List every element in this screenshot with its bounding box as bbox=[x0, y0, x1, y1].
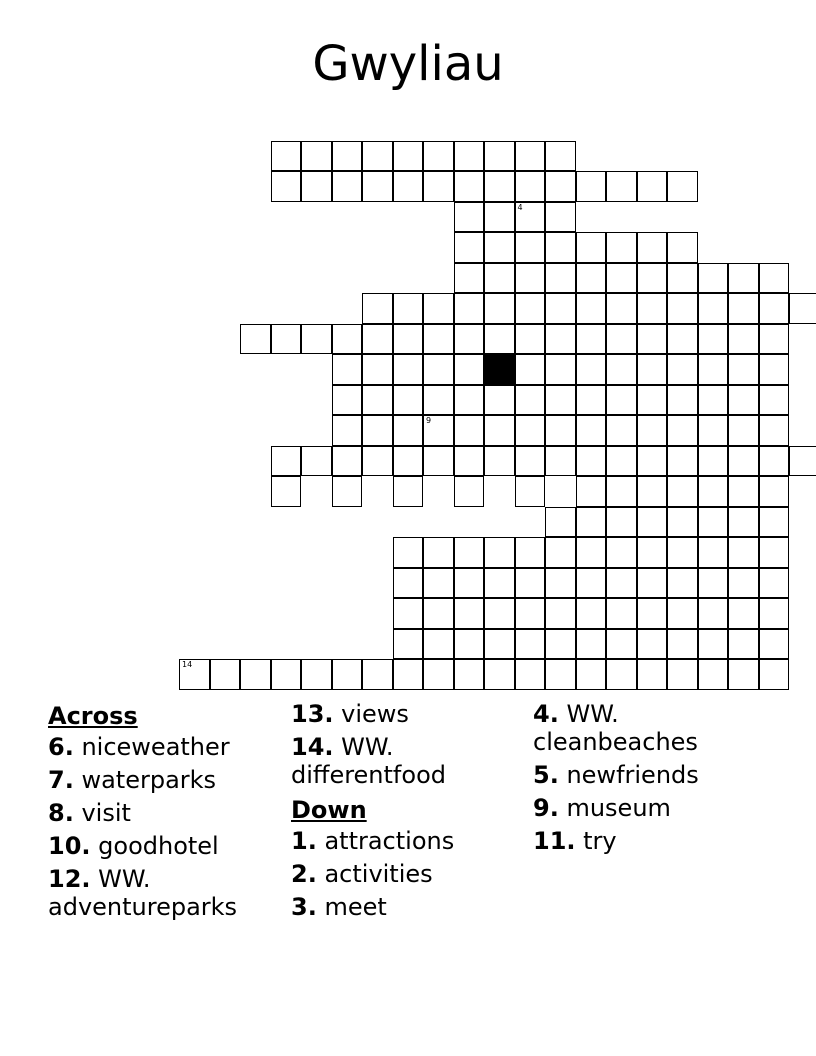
clue-item-text: goodhotel bbox=[90, 832, 219, 860]
grid-cell[interactable] bbox=[545, 629, 576, 660]
grid-cell[interactable] bbox=[698, 659, 729, 690]
clue-item-text: meet bbox=[316, 893, 387, 921]
grid-cell[interactable] bbox=[515, 385, 546, 416]
clue-item-number: 1. bbox=[291, 827, 317, 855]
clue-item-text: views bbox=[333, 700, 409, 728]
grid-cell[interactable] bbox=[667, 415, 698, 446]
grid-cell[interactable] bbox=[454, 171, 485, 202]
grid-cell[interactable] bbox=[393, 415, 424, 446]
grid-cell[interactable] bbox=[545, 232, 576, 263]
grid-cell[interactable] bbox=[484, 659, 515, 690]
grid-cell[interactable] bbox=[637, 232, 668, 263]
across-clue-list-continued bbox=[291, 700, 531, 789]
grid-cell[interactable] bbox=[698, 507, 729, 538]
clue-item bbox=[533, 794, 773, 822]
grid-cell[interactable] bbox=[759, 476, 790, 507]
grid-cell[interactable] bbox=[423, 446, 454, 477]
grid-cell[interactable] bbox=[789, 446, 816, 477]
grid-cell[interactable] bbox=[667, 568, 698, 599]
clue-number: 4 bbox=[517, 202, 523, 212]
clue-item-number: 11. bbox=[533, 827, 576, 855]
grid-cell[interactable] bbox=[515, 171, 546, 202]
grid-cell[interactable] bbox=[576, 354, 607, 385]
clue-item bbox=[48, 865, 288, 921]
grid-cell[interactable] bbox=[667, 507, 698, 538]
clue-item-number: 8. bbox=[48, 799, 74, 827]
grid-cell[interactable] bbox=[484, 385, 515, 416]
grid-cell[interactable] bbox=[362, 171, 393, 202]
grid-cell[interactable] bbox=[759, 659, 790, 690]
grid-cell[interactable] bbox=[637, 385, 668, 416]
grid-cell[interactable] bbox=[606, 263, 637, 294]
grid-cell[interactable] bbox=[576, 263, 607, 294]
grid-cell[interactable] bbox=[789, 293, 816, 324]
grid-cell[interactable] bbox=[454, 202, 485, 233]
clue-item bbox=[291, 860, 531, 888]
grid-cell[interactable] bbox=[606, 415, 637, 446]
clue-item-text: visit bbox=[73, 799, 131, 827]
grid-cell[interactable] bbox=[545, 354, 576, 385]
grid-cell[interactable] bbox=[454, 324, 485, 355]
grid-cell[interactable] bbox=[393, 385, 424, 416]
grid-cell[interactable] bbox=[576, 507, 607, 538]
grid-cell[interactable] bbox=[728, 659, 759, 690]
clue-item bbox=[291, 827, 531, 855]
grid-cell[interactable] bbox=[454, 629, 485, 660]
grid-cell[interactable] bbox=[637, 446, 668, 477]
down-clue-list-continued bbox=[533, 700, 773, 855]
grid-cell[interactable] bbox=[698, 446, 729, 477]
grid-cell[interactable] bbox=[667, 354, 698, 385]
clue-item-number: 3. bbox=[291, 893, 317, 921]
grid-cell[interactable] bbox=[301, 171, 332, 202]
down-heading: Down bbox=[291, 796, 367, 824]
clue-item-number: 7. bbox=[48, 766, 74, 794]
grid-cell[interactable] bbox=[606, 568, 637, 599]
clue-item-number: 6. bbox=[48, 733, 74, 761]
clue-item bbox=[48, 832, 288, 860]
grid-cell[interactable] bbox=[301, 446, 332, 477]
grid-cell[interactable] bbox=[393, 354, 424, 385]
grid-cell[interactable] bbox=[576, 324, 607, 355]
grid-cell[interactable] bbox=[545, 507, 576, 538]
grid-cell[interactable] bbox=[515, 232, 546, 263]
grid-cell[interactable] bbox=[210, 659, 241, 690]
grid-cell[interactable] bbox=[454, 659, 485, 690]
grid-cell[interactable] bbox=[606, 232, 637, 263]
grid-cell[interactable] bbox=[393, 629, 424, 660]
grid-cell[interactable] bbox=[271, 446, 302, 477]
grid-cell[interactable] bbox=[393, 659, 424, 690]
grid-cell[interactable] bbox=[759, 293, 790, 324]
grid-cell[interactable] bbox=[454, 476, 485, 507]
grid-cell[interactable] bbox=[515, 263, 546, 294]
clue-column-2 bbox=[291, 700, 531, 926]
grid-cell[interactable] bbox=[576, 171, 607, 202]
grid-cell[interactable] bbox=[576, 476, 607, 507]
grid-cell[interactable] bbox=[759, 324, 790, 355]
grid-cell[interactable] bbox=[362, 659, 393, 690]
grid-cell[interactable] bbox=[515, 415, 546, 446]
grid-cell[interactable] bbox=[271, 324, 302, 355]
grid-cell[interactable] bbox=[454, 293, 485, 324]
grid-cell[interactable] bbox=[545, 141, 576, 172]
clue-item-number: 5. bbox=[533, 761, 559, 789]
grid-cell[interactable] bbox=[637, 354, 668, 385]
grid-cell[interactable] bbox=[454, 141, 485, 172]
grid-cell[interactable] bbox=[484, 202, 515, 233]
grid-cell[interactable] bbox=[240, 324, 271, 355]
grid-cell[interactable] bbox=[606, 476, 637, 507]
grid-cell[interactable] bbox=[728, 354, 759, 385]
grid-cell[interactable] bbox=[515, 354, 546, 385]
grid-cell[interactable] bbox=[362, 415, 393, 446]
grid-cell[interactable] bbox=[576, 293, 607, 324]
grid-cell[interactable] bbox=[332, 324, 363, 355]
grid-cell[interactable] bbox=[698, 537, 729, 568]
grid-cell[interactable] bbox=[637, 568, 668, 599]
grid-cell[interactable] bbox=[423, 141, 454, 172]
grid-cell[interactable] bbox=[423, 537, 454, 568]
clue-item-text: try bbox=[575, 827, 617, 855]
grid-cell[interactable] bbox=[667, 446, 698, 477]
grid-cell[interactable] bbox=[362, 141, 393, 172]
grid-cell[interactable] bbox=[393, 537, 424, 568]
grid-cell[interactable] bbox=[759, 568, 790, 599]
grid-cell[interactable] bbox=[484, 629, 515, 660]
grid-cell[interactable] bbox=[606, 324, 637, 355]
grid-cell[interactable] bbox=[759, 629, 790, 660]
grid-cell[interactable] bbox=[637, 598, 668, 629]
clue-item bbox=[48, 766, 288, 794]
grid-cell[interactable] bbox=[332, 141, 363, 172]
grid-cell[interactable] bbox=[667, 598, 698, 629]
grid-cell[interactable] bbox=[423, 293, 454, 324]
grid-cell[interactable] bbox=[332, 659, 363, 690]
grid-cell[interactable] bbox=[667, 232, 698, 263]
grid-cell[interactable] bbox=[728, 598, 759, 629]
grid-cell[interactable] bbox=[393, 293, 424, 324]
grid-cell[interactable] bbox=[667, 537, 698, 568]
grid-cell[interactable] bbox=[576, 415, 607, 446]
grid-cell[interactable] bbox=[484, 415, 515, 446]
grid-cell[interactable] bbox=[362, 293, 393, 324]
grid-cell[interactable] bbox=[423, 324, 454, 355]
grid-cell[interactable] bbox=[759, 537, 790, 568]
grid-cell[interactable] bbox=[637, 659, 668, 690]
grid-cell[interactable] bbox=[423, 385, 454, 416]
grid-cell[interactable] bbox=[576, 568, 607, 599]
grid-cell[interactable] bbox=[393, 598, 424, 629]
grid-cell[interactable] bbox=[728, 629, 759, 660]
grid-cell[interactable] bbox=[606, 598, 637, 629]
grid-cell[interactable] bbox=[393, 476, 424, 507]
grid-cell[interactable] bbox=[454, 537, 485, 568]
grid-cell[interactable] bbox=[271, 141, 302, 172]
grid-cell[interactable] bbox=[698, 385, 729, 416]
grid-cell[interactable] bbox=[484, 598, 515, 629]
grid-cell[interactable] bbox=[698, 598, 729, 629]
grid-cell[interactable] bbox=[515, 568, 546, 599]
grid-cell[interactable] bbox=[362, 385, 393, 416]
grid-cell[interactable] bbox=[332, 385, 363, 416]
grid-cell[interactable] bbox=[484, 324, 515, 355]
grid-cell[interactable] bbox=[454, 385, 485, 416]
grid-cell[interactable] bbox=[667, 385, 698, 416]
clue-item-number: 12. bbox=[48, 865, 91, 893]
grid-cell[interactable] bbox=[393, 141, 424, 172]
clue-item-text: WW. cleanbeaches bbox=[533, 700, 698, 756]
grid-cell[interactable] bbox=[362, 324, 393, 355]
grid-cell[interactable] bbox=[698, 629, 729, 660]
grid-cell[interactable] bbox=[728, 537, 759, 568]
grid-cell[interactable] bbox=[545, 446, 576, 477]
grid-cell[interactable] bbox=[606, 507, 637, 538]
grid-cell[interactable] bbox=[515, 293, 546, 324]
grid-cell[interactable] bbox=[728, 263, 759, 294]
grid-cell[interactable] bbox=[301, 141, 332, 172]
grid-cell[interactable] bbox=[423, 415, 454, 446]
down-clue-list bbox=[291, 827, 531, 921]
grid-cell[interactable] bbox=[759, 263, 790, 294]
grid-cell[interactable] bbox=[515, 629, 546, 660]
clue-column-3 bbox=[533, 700, 773, 860]
grid-cell[interactable] bbox=[423, 659, 454, 690]
grid-cell[interactable] bbox=[545, 385, 576, 416]
across-heading: Across bbox=[48, 702, 138, 730]
grid-cell[interactable] bbox=[332, 354, 363, 385]
grid-cell[interactable] bbox=[576, 659, 607, 690]
grid-cell[interactable] bbox=[576, 232, 607, 263]
clue-item-text: niceweather bbox=[73, 733, 230, 761]
grid-cell[interactable] bbox=[423, 568, 454, 599]
clue-item-text: waterparks bbox=[73, 766, 217, 794]
grid-cell[interactable] bbox=[637, 415, 668, 446]
grid-cell[interactable] bbox=[301, 324, 332, 355]
grid-cell[interactable] bbox=[545, 263, 576, 294]
grid-cell[interactable] bbox=[698, 415, 729, 446]
grid-cell[interactable] bbox=[393, 568, 424, 599]
grid-cell[interactable] bbox=[759, 415, 790, 446]
grid-cell[interactable] bbox=[606, 446, 637, 477]
grid-cell[interactable] bbox=[423, 598, 454, 629]
grid-cell[interactable] bbox=[698, 324, 729, 355]
grid-cell[interactable] bbox=[637, 507, 668, 538]
grid-cell[interactable] bbox=[637, 537, 668, 568]
grid-cell[interactable] bbox=[667, 171, 698, 202]
grid-cell[interactable] bbox=[576, 598, 607, 629]
grid-cell[interactable] bbox=[637, 171, 668, 202]
grid-cell[interactable] bbox=[545, 568, 576, 599]
clue-item bbox=[533, 761, 773, 789]
grid-cell[interactable] bbox=[606, 629, 637, 660]
clue-item bbox=[291, 893, 531, 921]
grid-cell[interactable] bbox=[484, 141, 515, 172]
grid-cell[interactable] bbox=[454, 263, 485, 294]
grid-cell[interactable] bbox=[698, 263, 729, 294]
grid-cell[interactable] bbox=[667, 476, 698, 507]
grid-cell[interactable] bbox=[728, 476, 759, 507]
grid-cell[interactable] bbox=[454, 568, 485, 599]
grid-cell[interactable] bbox=[393, 446, 424, 477]
grid-cell[interactable] bbox=[667, 659, 698, 690]
grid-cell[interactable] bbox=[667, 629, 698, 660]
grid-cell[interactable] bbox=[423, 629, 454, 660]
grid-cell[interactable] bbox=[759, 385, 790, 416]
grid-cell[interactable] bbox=[728, 324, 759, 355]
grid-cell[interactable] bbox=[759, 354, 790, 385]
grid-cell[interactable] bbox=[545, 324, 576, 355]
clue-item-text: newfriends bbox=[558, 761, 699, 789]
grid-cell[interactable] bbox=[637, 629, 668, 660]
grid-cell[interactable] bbox=[606, 293, 637, 324]
grid-cell[interactable] bbox=[637, 293, 668, 324]
grid-cell[interactable] bbox=[454, 598, 485, 629]
clue-item bbox=[533, 700, 773, 756]
grid-cell[interactable] bbox=[515, 476, 546, 507]
grid-cell[interactable] bbox=[698, 476, 729, 507]
grid-cell[interactable] bbox=[606, 385, 637, 416]
clue-number: 14 bbox=[182, 660, 193, 669]
clue-column-1 bbox=[48, 700, 288, 926]
black-square bbox=[484, 354, 515, 385]
clue-item-number: 10. bbox=[48, 832, 91, 860]
grid-cell[interactable] bbox=[362, 446, 393, 477]
clue-item-number: 4. bbox=[533, 700, 559, 728]
grid-cell[interactable] bbox=[576, 385, 607, 416]
grid-cell[interactable] bbox=[576, 446, 607, 477]
grid-cell[interactable] bbox=[637, 324, 668, 355]
clue-item-number: 14. bbox=[291, 733, 334, 761]
grid-cell[interactable] bbox=[759, 446, 790, 477]
grid-cell[interactable] bbox=[606, 537, 637, 568]
clue-item-text: WW. adventureparks bbox=[48, 865, 238, 921]
grid-cell[interactable] bbox=[515, 324, 546, 355]
grid-cell[interactable] bbox=[484, 171, 515, 202]
grid-cell[interactable] bbox=[698, 568, 729, 599]
grid-cell[interactable] bbox=[698, 354, 729, 385]
grid-cell[interactable] bbox=[515, 598, 546, 629]
grid-cell[interactable] bbox=[545, 202, 576, 233]
grid-cell[interactable] bbox=[606, 354, 637, 385]
grid-cell[interactable] bbox=[423, 354, 454, 385]
grid-cell[interactable] bbox=[698, 293, 729, 324]
grid-cell[interactable] bbox=[606, 171, 637, 202]
grid-cell[interactable] bbox=[332, 446, 363, 477]
grid-cell[interactable] bbox=[728, 446, 759, 477]
grid-cell[interactable] bbox=[271, 659, 302, 690]
clue-item bbox=[291, 733, 531, 789]
grid-cell[interactable] bbox=[179, 659, 210, 690]
grid-cell[interactable] bbox=[576, 629, 607, 660]
grid-cell[interactable] bbox=[515, 659, 546, 690]
grid-cell[interactable] bbox=[667, 324, 698, 355]
page-title: Gwyliau bbox=[312, 36, 504, 92]
grid-cell[interactable] bbox=[545, 415, 576, 446]
clue-item bbox=[533, 827, 773, 855]
grid-cell[interactable] bbox=[332, 171, 363, 202]
grid-cell[interactable] bbox=[728, 293, 759, 324]
grid-cell[interactable] bbox=[454, 232, 485, 263]
grid-cell[interactable] bbox=[637, 476, 668, 507]
clue-item-number: 9. bbox=[533, 794, 559, 822]
grid-cell[interactable] bbox=[545, 659, 576, 690]
grid-cell[interactable] bbox=[606, 659, 637, 690]
grid-cell[interactable] bbox=[728, 568, 759, 599]
grid-cell[interactable] bbox=[454, 415, 485, 446]
grid-cell[interactable] bbox=[393, 324, 424, 355]
grid-cell[interactable] bbox=[515, 141, 546, 172]
grid-cell[interactable] bbox=[759, 598, 790, 629]
clue-item-text: WW. differentfood bbox=[291, 733, 446, 789]
grid-cell[interactable] bbox=[484, 446, 515, 477]
clue-item-text: activities bbox=[316, 860, 433, 888]
grid-cell[interactable] bbox=[484, 568, 515, 599]
grid-cell[interactable] bbox=[728, 385, 759, 416]
grid-cell[interactable] bbox=[576, 537, 607, 568]
clue-item-text: museum bbox=[558, 794, 671, 822]
grid-cell[interactable] bbox=[484, 232, 515, 263]
grid-cell[interactable] bbox=[454, 446, 485, 477]
clue-number: 9 bbox=[426, 416, 432, 425]
grid-cell[interactable] bbox=[332, 415, 363, 446]
clue-item-number: 2. bbox=[291, 860, 317, 888]
grid-cell[interactable] bbox=[484, 293, 515, 324]
grid-cell[interactable] bbox=[301, 659, 332, 690]
grid-cell[interactable] bbox=[545, 171, 576, 202]
grid-cell[interactable] bbox=[454, 354, 485, 385]
grid-cell[interactable] bbox=[545, 537, 576, 568]
grid-cell[interactable] bbox=[515, 537, 546, 568]
grid-cell[interactable] bbox=[393, 171, 424, 202]
across-clue-list bbox=[48, 733, 288, 921]
grid-cell[interactable] bbox=[423, 171, 454, 202]
grid-cell[interactable] bbox=[667, 293, 698, 324]
clue-item bbox=[291, 700, 531, 728]
grid-cell[interactable] bbox=[545, 598, 576, 629]
clue-item-text: attractions bbox=[316, 827, 455, 855]
grid-cell[interactable] bbox=[240, 659, 271, 690]
grid-cell[interactable] bbox=[271, 171, 302, 202]
grid-cell[interactable] bbox=[271, 476, 302, 507]
grid-cell[interactable] bbox=[759, 507, 790, 538]
grid-cell[interactable] bbox=[484, 263, 515, 294]
grid-cell[interactable] bbox=[637, 263, 668, 294]
grid-cell[interactable] bbox=[484, 537, 515, 568]
grid-cell[interactable] bbox=[728, 415, 759, 446]
grid-cell[interactable] bbox=[515, 446, 546, 477]
grid-cell[interactable] bbox=[728, 507, 759, 538]
clue-item bbox=[48, 799, 288, 827]
grid-cell[interactable] bbox=[545, 293, 576, 324]
clue-item bbox=[48, 733, 288, 761]
grid-cell[interactable] bbox=[332, 476, 363, 507]
grid-cell[interactable] bbox=[667, 263, 698, 294]
clue-item-number: 13. bbox=[291, 700, 334, 728]
grid-cell[interactable] bbox=[515, 202, 546, 233]
grid-cell[interactable] bbox=[362, 354, 393, 385]
